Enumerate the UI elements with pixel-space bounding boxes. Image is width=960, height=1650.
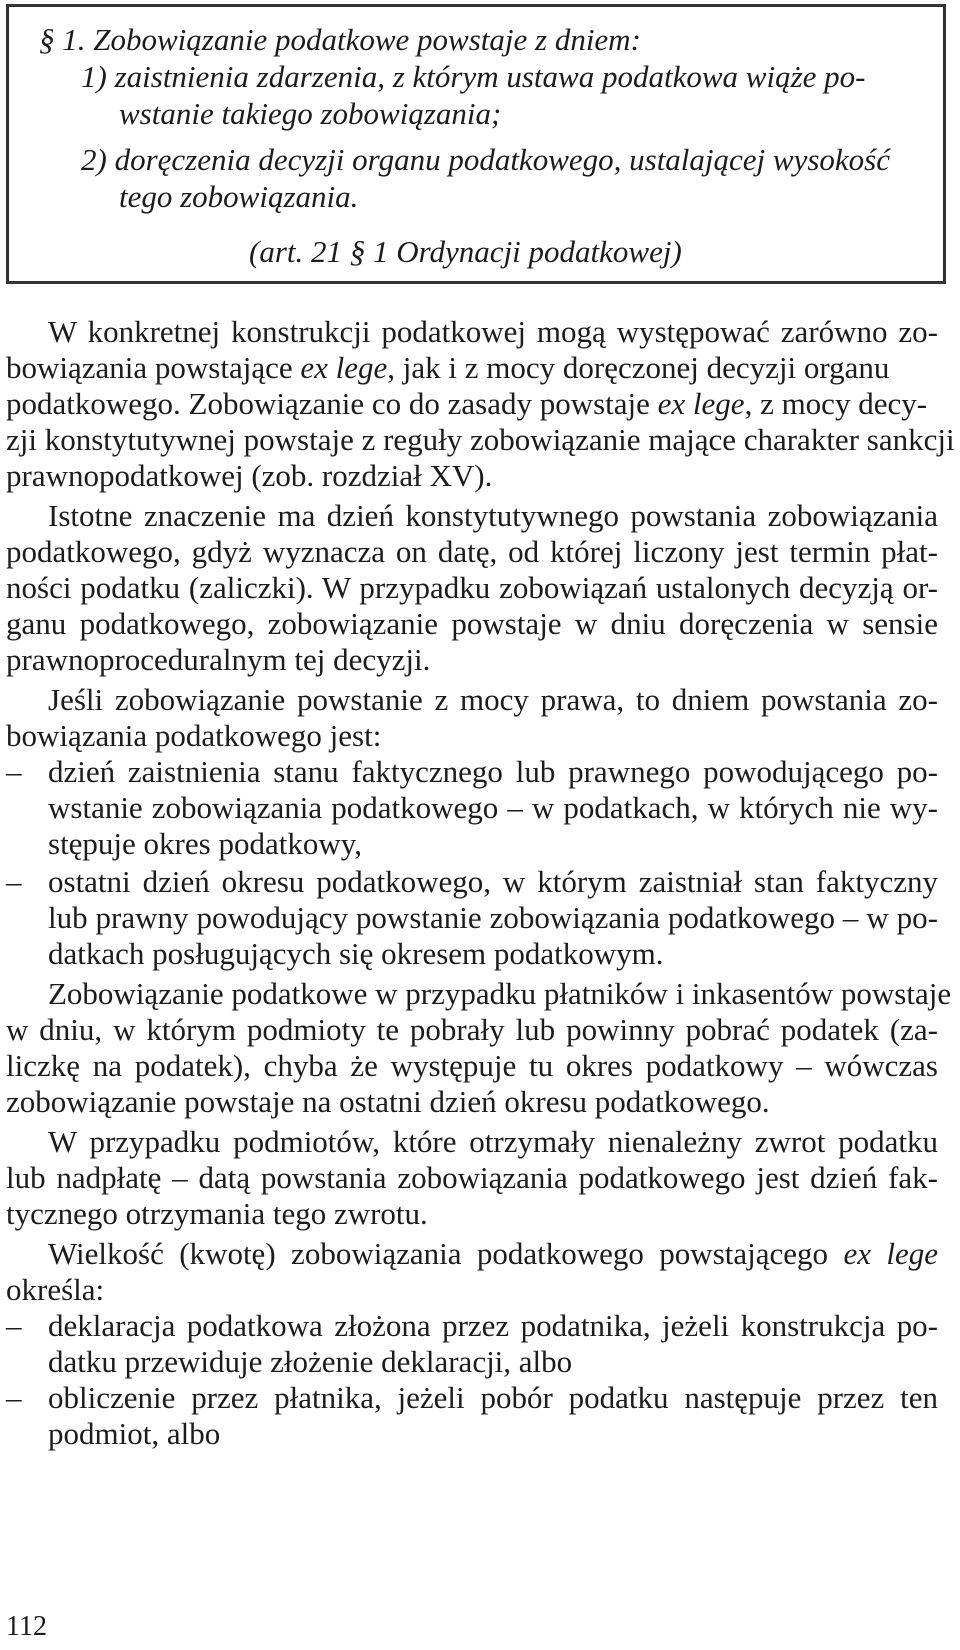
statute-quote-box	[6, 4, 946, 284]
list-item-line: wstanie zobowiązania podatkowego – w podatkach, w których nie wy-	[48, 790, 938, 825]
text-line: Jeśli zobowiązanie powstanie z mocy prawa, to dniem powstania zo-	[48, 682, 938, 717]
text-line: ganu podatkowego, zobowiązanie powstaje w dniu doręczenia w sensie	[6, 606, 938, 641]
text-line: lub nadpłatę – datą powstania zobowiązania podatkowego jest dzień fak-	[6, 1160, 938, 1195]
text-line: prawnoproceduralnym tej decyzji.	[6, 642, 431, 677]
list-dash: –	[6, 754, 22, 789]
text-line: bowiązania podatkowego jest:	[6, 718, 382, 753]
list-item-line: deklaracja podatkowa złożona przez podatnika, jeżeli konstrukcja po-	[48, 1308, 938, 1343]
text-line: Wielkość (kwotę) zobowiązania podatkowego powstającego ex lege	[48, 1236, 938, 1271]
quote-line: wstanie takiego zobowiązania;	[119, 96, 502, 131]
list-item-line: datku przewiduje złożenie deklaracji, albo	[48, 1344, 573, 1379]
text-line: prawnopodatkowej (zob. rozdział XV).	[6, 458, 493, 493]
quote-citation: (art. 21 § 1 Ordynacji podatkowej)	[249, 234, 682, 269]
list-item-line: podmiot, albo	[48, 1416, 221, 1451]
list-item-line: lub prawny powodujący powstanie zobowiązania podatkowego – w po-	[48, 900, 938, 935]
quote-line: tego zobowiązania.	[119, 179, 359, 214]
text-line: zji konstytutywnej powstaje z reguły zobowiązanie mające charakter sankcji	[6, 422, 955, 457]
text-line: bowiązania powstające ex lege, jak i z mocy doręczonej decyzji organu	[6, 350, 890, 385]
text-line: Istotne znaczenie ma dzień konstytutywnego powstania zobowiązania	[48, 498, 938, 533]
text-line: w dniu, w którym podmioty te pobrały lub powinny pobrać podatek (za-	[6, 1012, 938, 1047]
quote-line: 2) doręczenia decyzji organu podatkowego, ustalającej wysokość	[81, 142, 890, 177]
text-line: podatkowego, gdyż wyznacza on datę, od której liczony jest termin płat-	[6, 534, 938, 569]
list-item-line: dzień zaistnienia stanu faktycznego lub prawnego powodującego po-	[48, 754, 938, 789]
text-line: Zobowiązanie podatkowe w przypadku płatników i inkasentów powstaje	[48, 976, 952, 1011]
text-line: liczkę na podatek), chyba że występuje tu okres podatkowy – wówczas	[6, 1048, 938, 1083]
text-line: W przypadku podmiotów, które otrzymały nienależny zwrot podatku	[48, 1124, 938, 1159]
page-number: 112	[6, 1611, 47, 1642]
list-item-line: ostatni dzień okresu podatkowego, w którym zaistniał stan faktyczny	[48, 864, 938, 899]
text-line: tycznego otrzymania tego zwrotu.	[6, 1196, 428, 1231]
list-dash: –	[6, 1308, 22, 1343]
text-line: ności podatku (zaliczki). W przypadku zobowiązań ustalonych decyzją or-	[6, 570, 938, 605]
text-line: zobowiązanie powstaje na ostatni dzień okresu podatkowego.	[6, 1084, 770, 1119]
list-dash: –	[6, 1380, 22, 1415]
list-item-line: stępuje okres podatkowy,	[48, 826, 362, 861]
list-dash: –	[6, 864, 22, 899]
list-item-line: datkach posługujących się okresem podatkowym.	[48, 936, 664, 971]
text-line: podatkowego. Zobowiązanie co do zasady powstaje ex lege, z mocy decy-	[6, 386, 928, 421]
text-line: W konkretnej konstrukcji podatkowej mogą występować zarówno zo-	[48, 314, 938, 349]
text-line: określa:	[6, 1272, 105, 1307]
quote-line: § 1. Zobowiązanie podatkowe powstaje z dniem:	[39, 22, 641, 57]
list-item-line: obliczenie przez płatnika, jeżeli pobór podatku następuje przez ten	[48, 1380, 938, 1415]
quote-line: 1) zaistnienia zdarzenia, z którym ustawa podatkowa wiąże po-	[81, 59, 866, 94]
